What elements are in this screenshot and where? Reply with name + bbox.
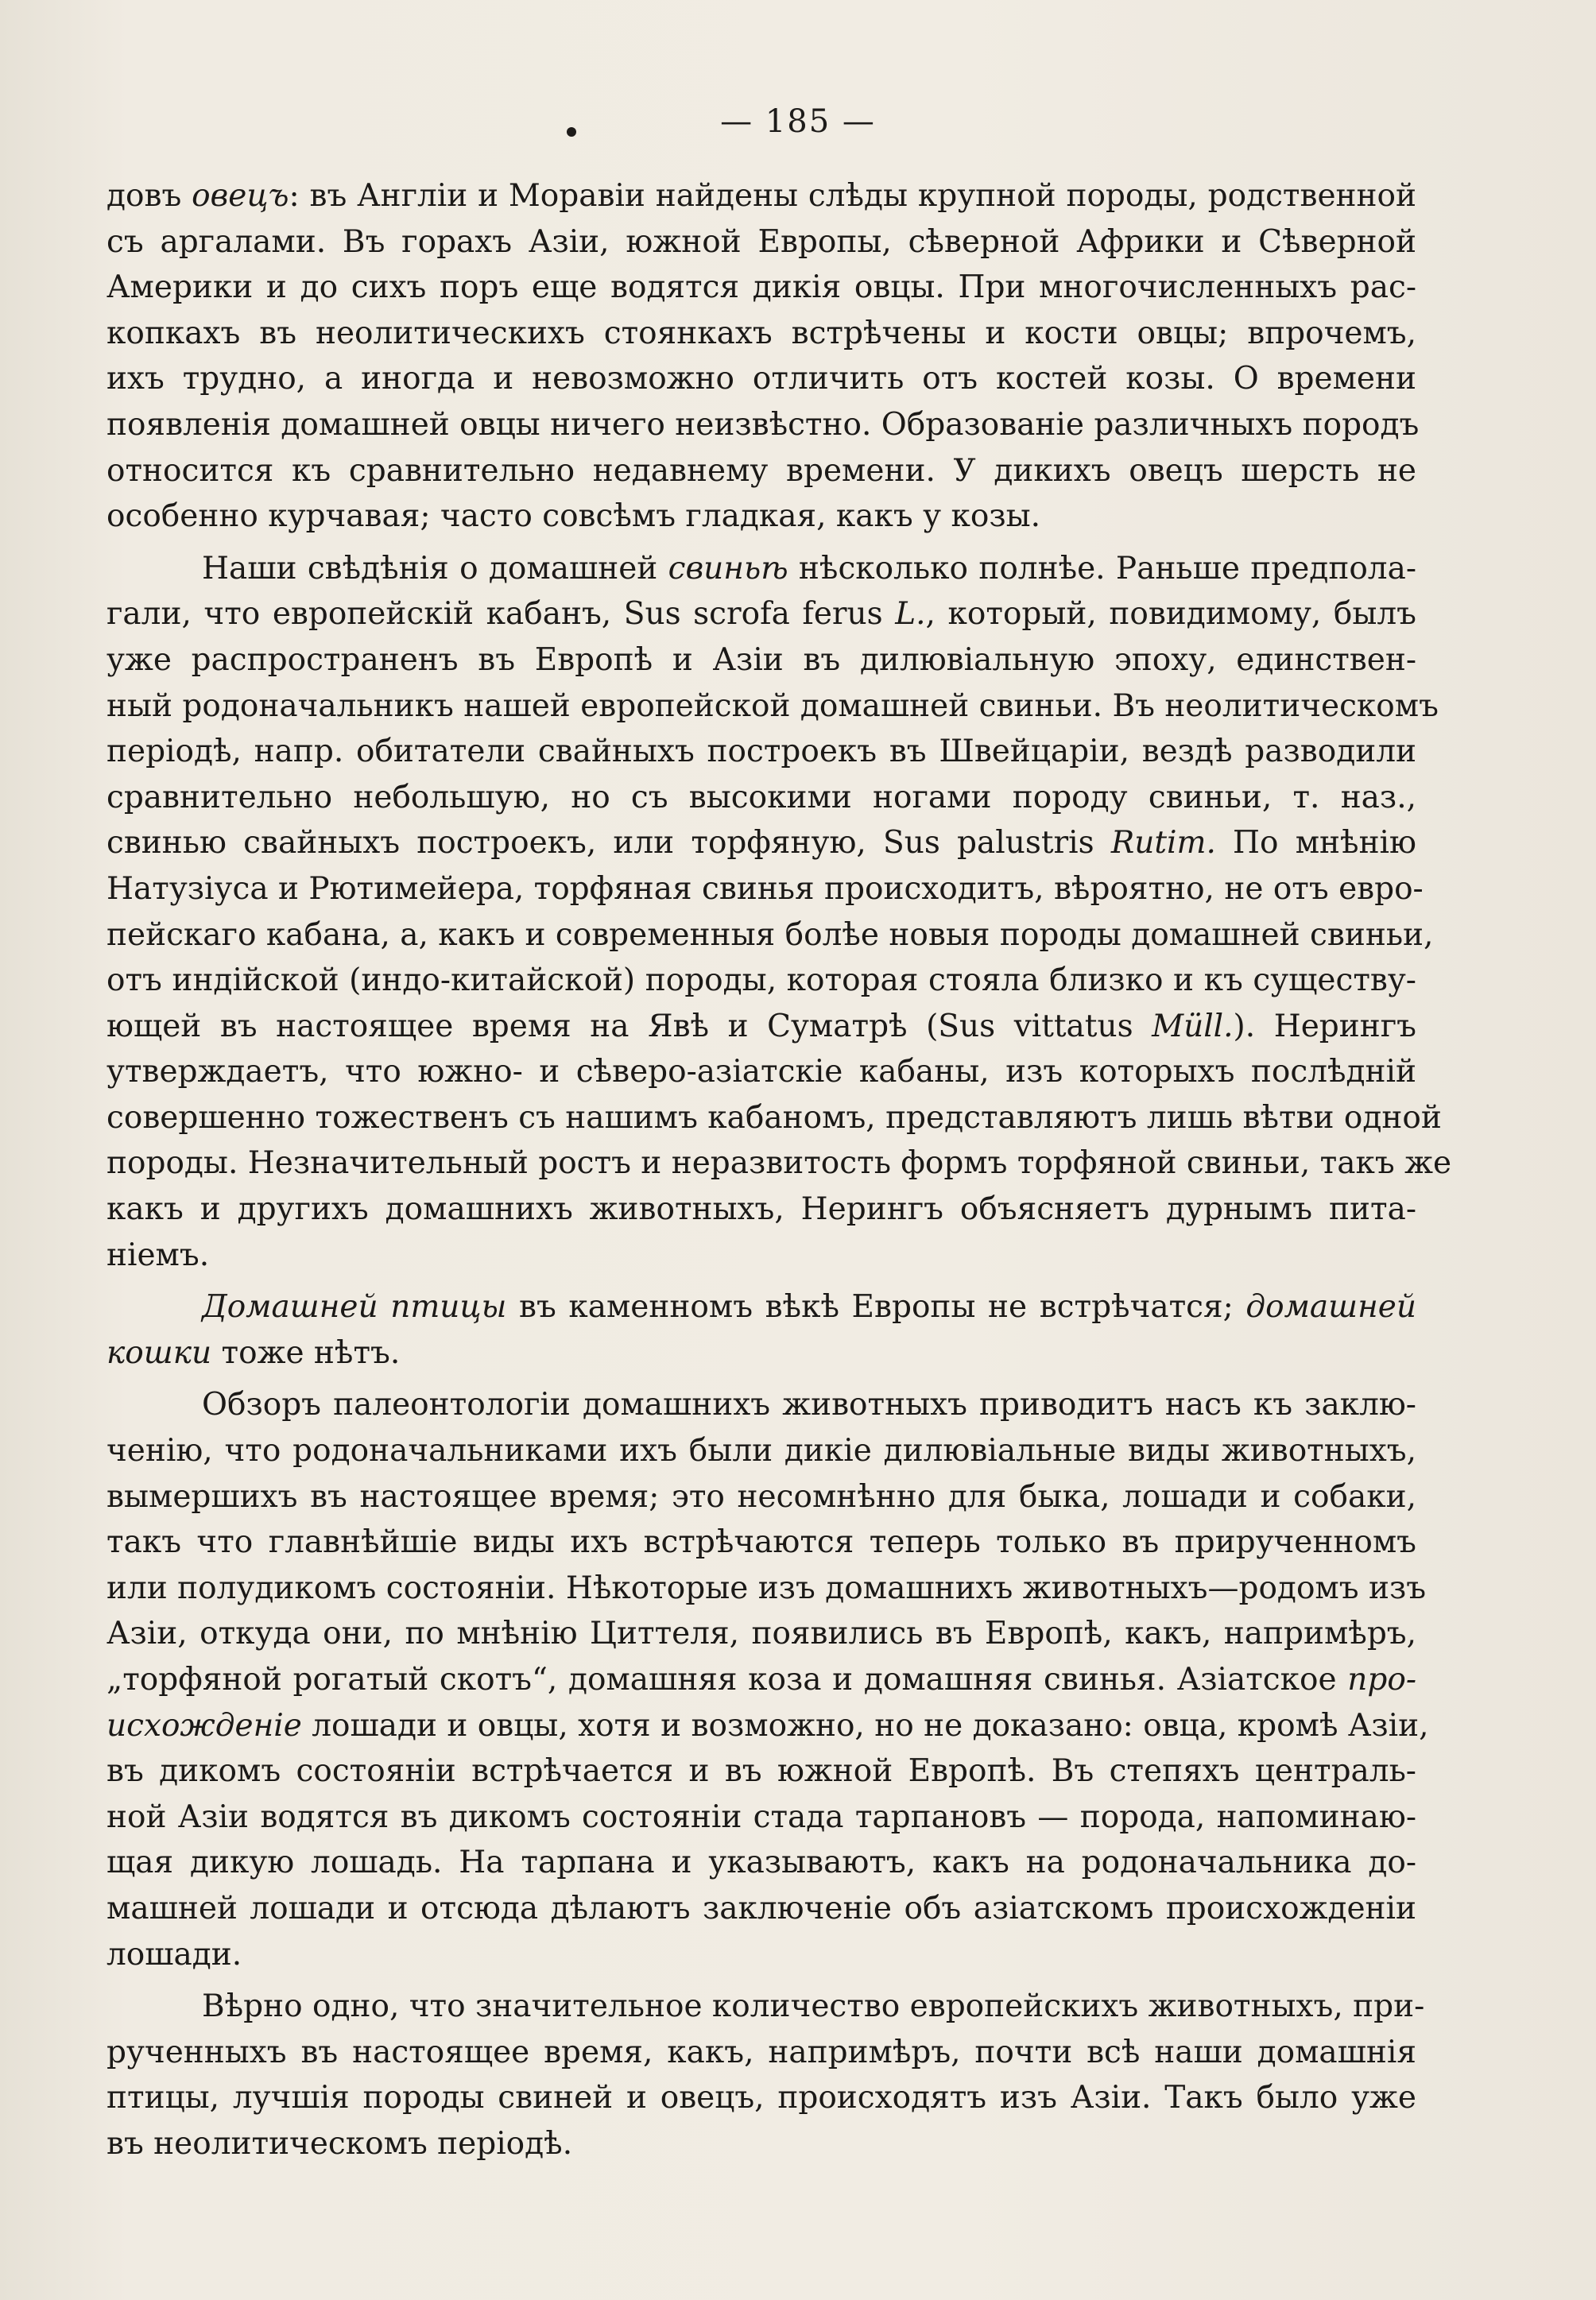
text-run: По мнѣнію	[1215, 825, 1416, 862]
text-line	[107, 1095, 1442, 1141]
text-run: тоже нѣтъ.	[211, 1334, 401, 1371]
italic-text: Rutim.	[1110, 825, 1216, 862]
text-run: ). Нерингъ	[1233, 1008, 1416, 1044]
text-line	[107, 1004, 1416, 1050]
text-run: породы. Незначительный ростъ и неразвитость формъ торфяной свиньи, такъ же	[107, 1145, 1452, 1182]
text-run: лошади.	[107, 1936, 242, 1973]
text-run: : въ Англіи и Моравіи найдены слѣды крупной породы, родственной	[289, 178, 1416, 214]
paragraph	[107, 173, 1420, 540]
text-line	[107, 173, 1416, 219]
text-line	[107, 448, 1416, 494]
text-run: въ неолитическомъ періодѣ.	[107, 2125, 573, 2162]
text-line	[107, 1611, 1416, 1657]
text-run: ихъ трудно, а иногда и невозможно отличить отъ костей козы. О времени	[107, 361, 1416, 397]
text-line	[107, 1382, 1416, 1428]
text-run: относится къ сравнительно недавнему времени. У дикихъ овецъ шерсть не	[107, 452, 1416, 489]
italic-text: L.	[895, 596, 926, 633]
text-run: ченію, что родоначальниками ихъ были дикіе дилювіальные виды животныхъ,	[107, 1433, 1416, 1469]
text-run: какъ и другихъ домашнихъ животныхъ, Нерингъ объясняетъ дурнымъ пита-	[107, 1191, 1416, 1228]
text-run: Натузіуса и Рютимейера, торфяная свинья происходитъ, вѣроятно, не отъ евро-	[107, 870, 1424, 907]
text-line	[107, 912, 1434, 958]
paragraph	[107, 546, 1452, 1279]
text-line	[107, 1049, 1416, 1095]
text-run: машней лошади и отсюда дѣлаютъ заключеніе объ азіатскомъ происхожденіи	[107, 1890, 1416, 1926]
text-run: вымершихъ въ настоящее время; это несомнѣнно для быка, лошади и собаки,	[107, 1478, 1416, 1515]
paragraph	[107, 1284, 1416, 1376]
text-run: Азіи, откуда они, по мнѣнію Циттеля, появились въ Европѣ, какъ, напримѣръ,	[107, 1616, 1416, 1652]
text-line	[107, 219, 1416, 265]
text-run: съ аргалами. Въ горахъ Азіи, южной Европы, сѣверной Африки и Сѣверной	[107, 223, 1416, 260]
italic-text: овецъ	[192, 178, 289, 214]
text-line	[107, 775, 1416, 821]
text-line	[107, 2030, 1416, 2076]
text-run: или полудикомъ состояніи. Нѣкоторые изъ домашнихъ животныхъ—родомъ изъ	[107, 1570, 1427, 1606]
text-line	[107, 1233, 1416, 1279]
text-line	[107, 1140, 1452, 1187]
text-line	[107, 1657, 1416, 1703]
italic-text: Müll.	[1152, 1008, 1234, 1044]
text-run: Америки и до сихъ поръ еще водятся дикія овцы. При многочисленныхъ рас-	[107, 269, 1416, 306]
italic-text: исхожденіе	[107, 1707, 302, 1744]
text-run: ющей въ настоящее время на Явѣ и Суматрѣ (Sus vittatus	[107, 1008, 1152, 1044]
page-number: — 185 —	[720, 103, 876, 140]
text-run: въ каменномъ вѣкѣ Европы не встрѣчатся;	[506, 1289, 1246, 1326]
text-run: свинью свайныхъ построекъ, или торфяную, Sus palustris	[107, 825, 1111, 862]
text-line	[107, 1984, 1425, 2030]
text-line	[107, 402, 1420, 448]
text-run: довъ	[107, 178, 192, 214]
italic-text: про-	[1347, 1662, 1416, 1698]
text-run: Наши свѣдѣнія о домашней	[202, 550, 668, 587]
text-run: щая дикую лошадь. На тарпана и указываютъ, какъ на родоначальника до-	[107, 1845, 1416, 1881]
text-line	[107, 2121, 1416, 2167]
text-run: лошади и овцы, хотя и возможно, но не доказано: овца, кромѣ Азіи,	[301, 1707, 1429, 1744]
text-run: „торфяной рогатый скотъ“, домашняя коза и домашняя свинья. Азіатское	[107, 1662, 1348, 1698]
text-line	[107, 1187, 1416, 1233]
text-run: , который, повидимому, былъ	[925, 596, 1416, 633]
text-line	[107, 683, 1439, 730]
text-run: нѣсколько полнѣе. Раньше предпола-	[788, 550, 1416, 587]
text-line	[107, 1703, 1429, 1749]
text-run: Обзоръ палеонтологіи домашнихъ животныхъ приводитъ насъ къ заклю-	[202, 1387, 1416, 1423]
text-line	[107, 1330, 1416, 1377]
text-run: уже распространенъ въ Европѣ и Азіи въ дилювіальную эпоху, единствен-	[107, 641, 1416, 678]
text-line	[107, 1840, 1416, 1886]
text-line	[107, 958, 1416, 1004]
text-line	[107, 1748, 1416, 1795]
text-run: гали, что европейскій кабанъ, Sus scrofa ferus	[107, 596, 896, 633]
text-run: такъ что главнѣйшіе виды ихъ встрѣчаются теперь только въ прирученномъ	[107, 1524, 1416, 1561]
body-text	[107, 173, 1452, 2167]
text-run: ніемъ.	[107, 1237, 210, 1273]
text-line	[107, 1428, 1416, 1474]
italic-text: Домашней птицы	[202, 1289, 507, 1326]
text-run: отъ индійской (индо-китайской) породы, которая стояла близко и къ существу-	[107, 962, 1416, 999]
text-line	[107, 1932, 1416, 1978]
paragraph	[107, 1984, 1425, 2166]
text-line	[107, 2075, 1416, 2121]
text-line	[107, 1474, 1416, 1520]
text-line	[107, 1566, 1427, 1612]
text-run: особенно курчавая; часто совсѣмъ гладкая, какъ у козы.	[107, 498, 1041, 535]
text-line	[107, 591, 1416, 637]
text-run: сравнительно небольшую, но съ высокими ногами породу свиньи, т. наз.,	[107, 779, 1416, 815]
text-run: ный родоначальникъ нашей европейской домашней свиньи. Въ неолитическомъ	[107, 687, 1439, 724]
text-run: копкахъ въ неолитическихъ стоянкахъ встрѣчены и кости овцы; впрочемъ,	[107, 315, 1416, 351]
text-run: совершенно тожественъ съ нашимъ кабаномъ, представляютъ лишь вѣтви одной	[107, 1099, 1442, 1136]
text-line	[107, 494, 1416, 540]
text-line	[107, 1886, 1416, 1932]
text-line	[107, 1284, 1416, 1330]
text-line	[107, 729, 1416, 775]
text-run: ной Азіи водятся въ дикомъ состояніи стада тарпановъ — порода, напоминаю-	[107, 1799, 1416, 1835]
text-run: утверждаетъ, что южно- и сѣверо-азіатскіе кабаны, изъ которыхъ послѣдній	[107, 1054, 1416, 1090]
text-run: птицы, лучшія породы свиней и овецъ, происходятъ изъ Азіи. Такъ было уже	[107, 2080, 1416, 2116]
text-line	[107, 820, 1416, 866]
italic-text: кошки	[107, 1334, 212, 1371]
text-line	[107, 637, 1416, 683]
text-line	[107, 866, 1424, 912]
italic-text: домашней	[1245, 1289, 1416, 1326]
text-run: въ дикомъ состояніи встрѣчается и въ южной Европѣ. Въ степяхъ централь-	[107, 1753, 1416, 1790]
text-run: періодѣ, напр. обитатели свайныхъ построекъ въ Швейцаріи, вездѣ разводили	[107, 734, 1416, 770]
text-run: Вѣрно одно, что значительное количество европейскихъ животныхъ, при-	[202, 1988, 1425, 2025]
text-line	[107, 311, 1416, 357]
text-line	[107, 1795, 1416, 1841]
text-run: пейскаго кабана, а, какъ и современныя болѣе новыя породы домашней свиньи,	[107, 916, 1434, 953]
italic-text: свиньѣ	[668, 550, 788, 587]
text-line	[107, 546, 1416, 592]
text-line	[107, 1520, 1416, 1566]
text-run: появленія домашней овцы ничего неизвѣстно. Образованіе различныхъ породъ	[107, 406, 1420, 443]
text-run: рученныхъ въ настоящее время, какъ, напримѣръ, почти всѣ наши домашнія	[107, 2034, 1416, 2070]
text-line	[107, 356, 1416, 402]
paragraph	[107, 1382, 1429, 1977]
text-line	[107, 265, 1416, 311]
